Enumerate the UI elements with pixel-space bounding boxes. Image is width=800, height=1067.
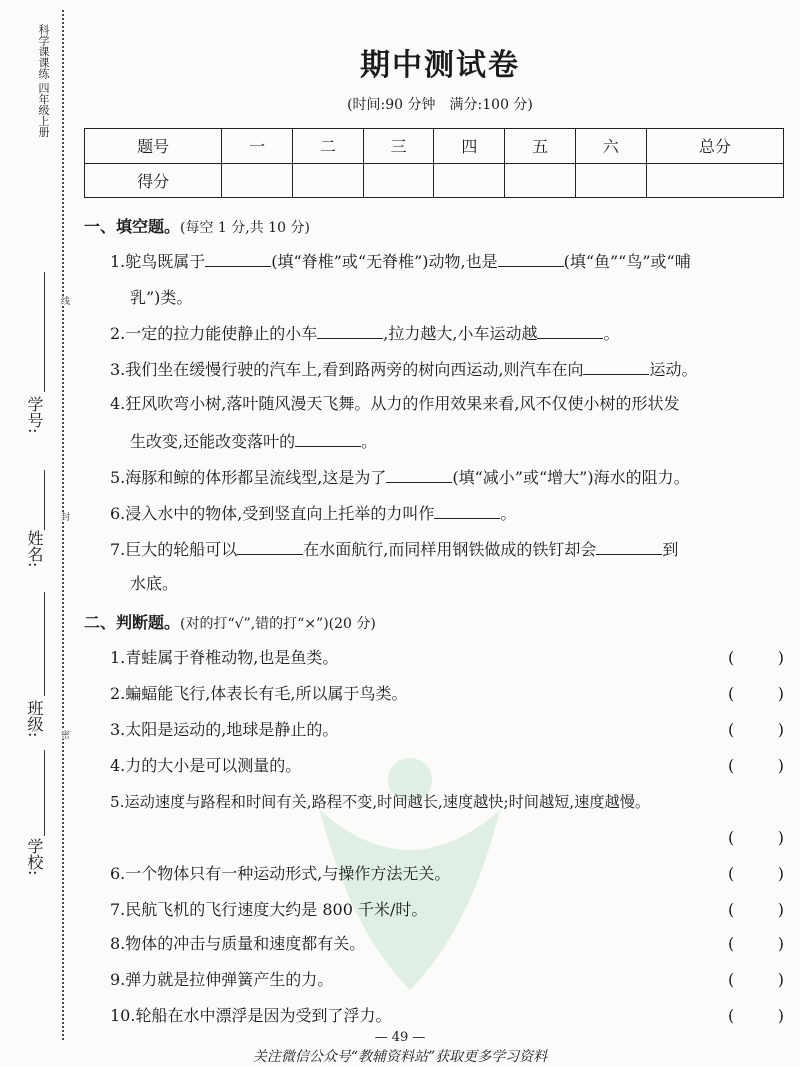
score-cell: 三 (363, 129, 434, 164)
question-text: 乳”)类。 (130, 288, 193, 307)
field-class: 班级: (25, 700, 44, 738)
fill-question-6 (110, 502, 782, 524)
fill-question-4 (110, 394, 782, 414)
question-text: 运动。 (649, 360, 698, 379)
judge-question-6: 6.一个物体只有一种运动形式,与操作方法无关。 (110, 864, 451, 883)
answer-blank[interactable] (386, 466, 452, 483)
section2-note: (对的打“√”,错的打“×”)(20 分) (180, 616, 376, 632)
fill-question-3 (110, 358, 782, 380)
answer-blank[interactable] (237, 538, 303, 555)
fill-question-2 (110, 322, 782, 344)
seal-mark-seal: 封 (59, 512, 69, 521)
score-input-cell[interactable] (575, 163, 646, 198)
paren-open: ( (728, 900, 735, 919)
paren-open: ( (728, 970, 735, 989)
fill-question-1-cont (130, 288, 800, 308)
paren-close: ) (777, 756, 784, 775)
question-text: 5.海豚和鲸的体形都呈流线型,这是为了 (110, 468, 387, 487)
question-text: 到 (662, 540, 679, 559)
answer-parentheses[interactable] (728, 756, 784, 775)
section1-note: (每空 1 分,共 10 分) (180, 220, 310, 236)
question-text: 1.鸵鸟既属于 (110, 252, 206, 271)
score-input-cell[interactable] (646, 163, 783, 198)
paren-open: ( (728, 720, 735, 739)
question-text: (填“减小”或“增大”)海水的阻力。 (452, 468, 690, 487)
section2-title: 二、判断题。 (84, 613, 181, 632)
judge-question-5: 5.运动速度与路程和时间有关,路程不变,时间越长,速度越快;时间越短,速度越慢。 (110, 793, 651, 811)
paren-open: ( (728, 864, 735, 883)
judge-question-2: 2.蝙蝠能飞行,体表长有毛,所以属于鸟类。 (110, 684, 408, 703)
fill-question-7 (110, 538, 782, 560)
paren-close: ) (777, 720, 784, 739)
answer-parentheses[interactable] (728, 864, 784, 883)
section1-title: 一、填空题。 (84, 217, 181, 236)
answer-parentheses[interactable] (728, 648, 784, 667)
field-school: 学校: (25, 838, 44, 876)
answer-blank[interactable] (295, 430, 361, 447)
score-input-cell[interactable] (222, 163, 293, 198)
judge-question-1: 1.青蛙属于脊椎动物,也是鱼类。 (110, 648, 339, 667)
question-text: 3.我们坐在缓慢行驶的汽车上,看到路两旁的树向西运动,则汽车在向 (110, 360, 584, 379)
question-text: ,拉力越大,小车运动越 (383, 324, 538, 343)
field-student-id: 学号: (25, 396, 44, 434)
question-text: 6.浸入水中的物体,受到竖直向上托举的力叫作 (110, 504, 435, 523)
paren-close: ) (777, 970, 784, 989)
score-input-cell[interactable] (293, 163, 364, 198)
paren-open: ( (728, 648, 735, 667)
binding-margin (0, 0, 78, 1067)
question-text: 7.巨大的轮船可以 (110, 540, 238, 559)
score-cell: 总分 (646, 129, 783, 164)
question-text: 4.狂风吹弯小树,落叶随风漫天飞舞。从力的作用效果来看,风不仅使小树的形状发 (110, 394, 680, 413)
answer-blank[interactable] (205, 250, 271, 267)
answer-blank[interactable] (434, 502, 500, 519)
question-text: (填“脊椎”或“无脊椎”)动物,也是 (271, 252, 498, 271)
answer-blank[interactable] (537, 322, 603, 339)
question-text: 。 (603, 324, 620, 343)
score-cell: 一 (222, 129, 293, 164)
score-table-score-row (85, 163, 784, 198)
judge-question-7: 7.民航飞机的飞行速度大约是 800 千米/时。 (110, 900, 428, 919)
score-cell: 四 (434, 129, 505, 164)
judge-question-3: 3.太阳是运动的,地球是静止的。 (110, 720, 339, 739)
score-input-cell[interactable] (363, 163, 434, 198)
paren-open: ( (728, 756, 735, 775)
score-input-cell[interactable] (505, 163, 576, 198)
fill-question-7-cont (130, 574, 800, 594)
question-text: 2.一定的拉力能使静止的小车 (110, 324, 318, 343)
paren-close: ) (777, 900, 784, 919)
paren-open: ( (728, 684, 735, 703)
binding-dotted-line (62, 10, 64, 1040)
paren-open: ( (728, 934, 735, 953)
question-text: (填“鱼”“鸟”或“哺 (563, 252, 691, 271)
question-text: 生改变,还能改变落叶的 (130, 432, 296, 451)
score-cell: 二 (293, 129, 364, 164)
question-text: 在水面航行,而同样用钢铁做成的铁钉却会 (303, 540, 597, 559)
question-text: 。 (361, 432, 378, 451)
paren-open: ( (728, 1006, 735, 1025)
answer-parentheses[interactable] (728, 828, 784, 847)
field-student-id-line (44, 272, 45, 392)
score-cell: 六 (575, 129, 646, 164)
question-text: 。 (500, 504, 517, 523)
answer-blank[interactable] (498, 250, 564, 267)
fill-question-1 (110, 250, 782, 272)
score-cell: 五 (505, 129, 576, 164)
answer-parentheses[interactable] (728, 684, 784, 703)
answer-parentheses[interactable] (728, 934, 784, 953)
judge-question-4: 4.力的大小是可以测量的。 (110, 756, 302, 775)
judge-question-9: 9.弹力就是拉伸弹簧产生的力。 (110, 970, 334, 989)
answer-parentheses[interactable] (728, 970, 784, 989)
field-school-line (44, 750, 45, 836)
paren-open: ( (728, 828, 735, 847)
seal-mark-line: 线 (59, 296, 69, 305)
score-table-header-row (85, 129, 784, 164)
paren-close: ) (777, 684, 784, 703)
paren-close: ) (777, 828, 784, 847)
paren-close: ) (777, 934, 784, 953)
answer-blank[interactable] (596, 538, 662, 555)
exam-info: (时间:90 分钟 满分:100 分) (347, 97, 533, 113)
judge-question-10: 10.轮船在水中漂浮是因为受到了浮力。 (110, 1006, 392, 1025)
answer-blank[interactable] (583, 358, 649, 375)
seal-mark-secret: 密 (59, 730, 69, 739)
answer-parentheses[interactable] (728, 720, 784, 739)
field-name: 姓名: (25, 530, 44, 568)
judge-question-8: 8.物体的冲击与质量和速度都有关。 (110, 934, 366, 953)
page-number: — 49 — (374, 1030, 426, 1045)
score-cell: 题号 (85, 129, 222, 164)
field-class-line (44, 592, 45, 696)
answer-blank[interactable] (317, 322, 383, 339)
section2-heading (84, 610, 376, 633)
score-input-cell[interactable] (434, 163, 505, 198)
series-label: 科学课课练 四年级上册 (37, 24, 50, 138)
answer-parentheses[interactable] (728, 900, 784, 919)
paren-close: ) (777, 1006, 784, 1025)
section1-heading (84, 214, 310, 237)
paren-close: ) (777, 648, 784, 667)
score-table (84, 128, 784, 198)
score-cell: 得分 (85, 163, 222, 198)
paren-close: ) (777, 864, 784, 883)
field-name-line (44, 470, 45, 530)
answer-parentheses[interactable] (728, 1006, 784, 1025)
footer-note: 关注微信公众号“教辅资料站”获取更多学习资料 (252, 1049, 548, 1065)
fill-question-4-cont (130, 430, 800, 452)
page-title: 期中测试卷 (360, 48, 520, 83)
question-text: 水底。 (130, 574, 179, 593)
fill-question-5 (110, 466, 782, 488)
